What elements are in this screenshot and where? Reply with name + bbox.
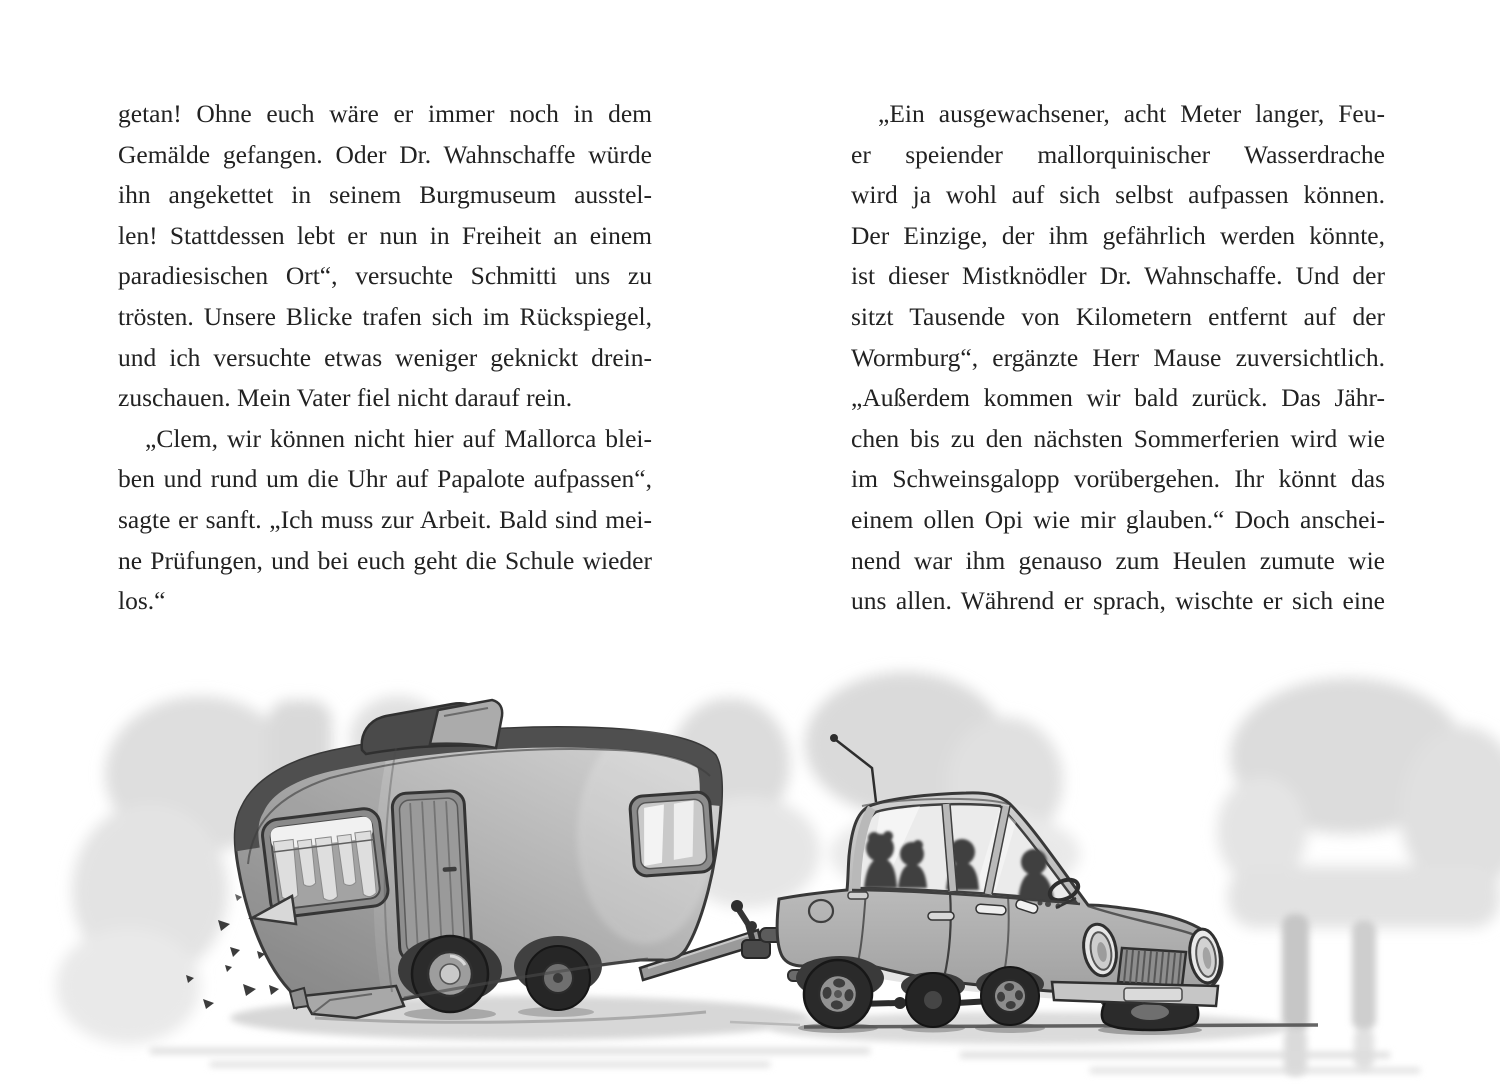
text-line: sagte er sanft. „Ich muss zur Arbeit. Bald sind mei- — [118, 504, 652, 534]
text-line: ne Prüfungen, und bei euch geht die Schule wieder — [118, 545, 652, 575]
car-bumper — [1052, 982, 1218, 1006]
caravan-front-wheel — [412, 936, 488, 1012]
right-page-text — [851, 94, 1385, 622]
caravan-door-handle — [443, 867, 457, 872]
text-line: len! Stattdessen lebt er nun in Freiheit an einem — [118, 220, 652, 250]
text-line: „Clem, wir können nicht hier auf Mallorca blei- — [145, 423, 652, 453]
text-line: ihn angekettet in seinem Burgmuseum ausstel- — [118, 180, 652, 210]
text-line: wird ja wohl auf sich selbst aufpassen können. — [851, 180, 1385, 210]
text-line: Der Einzige, der ihm gefährlich werden könnte, — [851, 220, 1385, 250]
text-line: ben und rund um die Uhr auf Papalote aufpassen“, — [118, 464, 652, 494]
text-line: Wormburg“, ergänzte Herr Mause zuversichtlich. — [851, 342, 1385, 372]
text-line: sitzt Tausende von Kilometern entfernt auf der — [851, 301, 1385, 331]
text-line: chen bis zu den nächsten Sommerferien wird wie — [851, 423, 1385, 453]
left-page-text — [118, 94, 652, 622]
text-line: ist dieser Mistknödler Dr. Wahnschaffe. Und der — [851, 261, 1385, 291]
car-extra-wheel — [906, 973, 960, 1027]
text-line: zuschauen. Mein Vater fiel nicht darauf rein. — [118, 383, 573, 413]
text-line: „Außerdem kommen wir bald zurück. Das Jähr- — [851, 383, 1385, 413]
text-line: los.“ — [118, 586, 166, 616]
text-line: paradiesischen Ort“, versuchte Schmitti uns zu — [118, 261, 652, 291]
text-line: und ich versuchte etwas weniger geknickt drein- — [118, 342, 652, 372]
text-line: im Schweinsgalopp vorübergehen. Ihr könnt das — [851, 464, 1385, 494]
text-line: Gemälde gefangen. Oder Dr. Wahnschaffe würde — [118, 139, 652, 169]
text-line: trösten. Unsere Blicke trafen sich im Rückspiegel, — [118, 301, 652, 331]
text-line: uns allen. Während er sprach, wischte er sich eine — [851, 586, 1385, 616]
caravan-door — [392, 790, 473, 962]
car-towing-caravan-illustration — [0, 656, 1500, 1086]
text-line: einem ollen Opi wie mir glauben.“ Doch anschei- — [851, 504, 1385, 534]
text-line: „Ein ausgewachsener, acht Meter langer, Feu- — [878, 99, 1385, 128]
text-line: er speiender mallorquinischer Wasserdrache — [851, 139, 1385, 169]
text-line: getan! Ohne euch wäre er immer noch in dem — [118, 99, 652, 128]
car-door-handle-rear — [928, 912, 954, 920]
caravan-side-window — [629, 791, 714, 876]
text-line: nend war ihm genauso zum Heulen zumute wie — [851, 545, 1385, 575]
car-door-handle-front — [976, 904, 1007, 915]
car-grille — [1118, 948, 1186, 986]
caravan-rear-wheel — [526, 946, 590, 1010]
fence-posts — [1282, 914, 1376, 1076]
